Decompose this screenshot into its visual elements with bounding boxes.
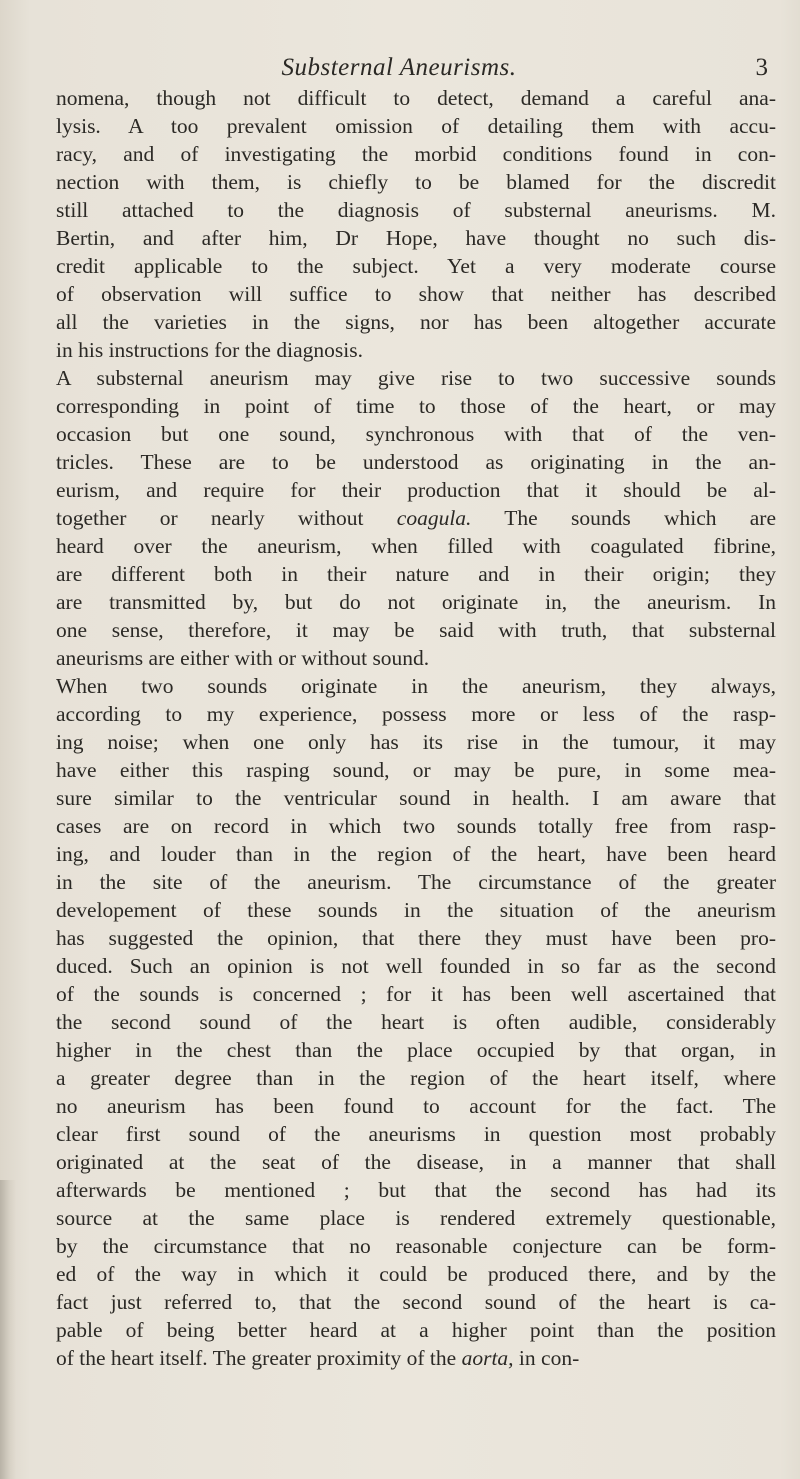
- text-line: a greater degree than in the region of the heart itself, where: [56, 1066, 776, 1090]
- text-line: no aneurism has been found to account for the fact. The: [56, 1094, 776, 1118]
- text-line: aneurisms are either with or without sound.: [56, 646, 430, 670]
- text-line: occasion but one sound, synchronous with that of the ven-: [56, 422, 776, 446]
- text-line: afterwards be mentioned ; but that the second has had its: [56, 1178, 776, 1202]
- text-line: one sense, therefore, it may be said with truth, that substernal: [56, 618, 776, 642]
- text-line: ing noise; when one only has its rise in the tumour, it may: [56, 730, 776, 754]
- text-line: clear first sound of the aneurisms in question most probably: [56, 1122, 776, 1146]
- text-line: ed of the way in which it could be produced there, and by the: [56, 1262, 776, 1286]
- text-line: cases are on record in which two sounds totally free from rasp-: [56, 814, 776, 838]
- text-line: A substernal aneurism may give rise to two successive sounds: [56, 366, 776, 390]
- text-line: developement of these sounds in the situation of the aneurism: [56, 898, 776, 922]
- text-line: sure similar to the ventricular sound in health. I am aware that: [56, 786, 776, 810]
- text-line: in the site of the aneurism. The circumstance of the greater: [56, 870, 776, 894]
- text-line: Bertin, and after him, Dr Hope, have thought no such dis-: [56, 226, 776, 250]
- text-line: originated at the seat of the disease, in a manner that shall: [56, 1150, 776, 1174]
- text-span: together or nearly without: [56, 506, 397, 530]
- running-head-title: Substernal Aneurisms.: [281, 54, 517, 81]
- binding-edge-shadow: [0, 1180, 16, 1479]
- text-line: the second sound of the heart is often audible, considerably: [56, 1010, 776, 1034]
- text-line: nection with them, is chiefly to be blamed for the discredit: [56, 170, 776, 194]
- text-line: are different both in their nature and in their origin; they: [56, 562, 776, 586]
- text-line: all the varieties in the signs, nor has been altogether accurate: [56, 310, 776, 334]
- text-line: according to my experience, possess more or less of the rasp-: [56, 702, 776, 726]
- text-line: in his instructions for the diagnosis.: [56, 338, 363, 362]
- page-number: 3: [755, 54, 768, 81]
- text-line: have either this rasping sound, or may be pure, in some mea-: [56, 758, 776, 782]
- text-line: has suggested the opinion, that there they must have been pro-: [56, 926, 776, 950]
- text-line: still attached to the diagnosis of substernal aneurisms. M.: [56, 198, 776, 222]
- text-line: source at the same place is rendered extremely questionable,: [56, 1206, 776, 1230]
- text-line: ing, and louder than in the region of the heart, have been heard: [56, 842, 776, 866]
- text-line: [56, 1344, 776, 1372]
- text-line: pable of being better heard at a higher point than the position: [56, 1318, 776, 1342]
- text-line: tricles. These are to be understood as originating in the an-: [56, 450, 776, 474]
- text-line: nomena, though not difficult to detect, demand a careful ana-: [56, 86, 776, 110]
- text-line: lysis. A too prevalent omission of detailing them with accu-: [56, 114, 776, 138]
- text-line: eurism, and require for their production that it should be al-: [56, 478, 776, 502]
- text-line: of the sounds is concerned ; for it has been well ascertained that: [56, 982, 776, 1006]
- text-line: When two sounds originate in the aneurism, they always,: [56, 674, 776, 698]
- text-line: fact just referred to, that the second sound of the heart is ca-: [56, 1290, 776, 1314]
- text-span: in con-: [513, 1346, 580, 1370]
- text-line: corresponding in point of time to those of the heart, or may: [56, 394, 776, 418]
- text-span: The sounds which are: [471, 506, 776, 530]
- text-line: are transmitted by, but do not originate in, the aneurism. In: [56, 590, 776, 614]
- text-line: duced. Such an opinion is not well founded in so far as the second: [56, 954, 776, 978]
- text-line: [56, 504, 776, 532]
- text-span: of the heart itself. The greater proximity of the: [56, 1346, 462, 1370]
- text-line: higher in the chest than the place occupied by that organ, in: [56, 1038, 776, 1062]
- body-text: [56, 84, 776, 1372]
- text-line: racy, and of investigating the morbid conditions found in con-: [56, 142, 776, 166]
- text-line: of observation will suffice to show that neither has described: [56, 282, 776, 306]
- text-line: heard over the aneurism, when filled with coagulated fibrine,: [56, 534, 776, 558]
- text-line: by the circumstance that no reasonable conjecture can be form-: [56, 1234, 776, 1258]
- italic-term: aorta,: [461, 1346, 514, 1370]
- italic-term: coagula.: [396, 506, 472, 530]
- text-line: credit applicable to the subject. Yet a very moderate course: [56, 254, 776, 278]
